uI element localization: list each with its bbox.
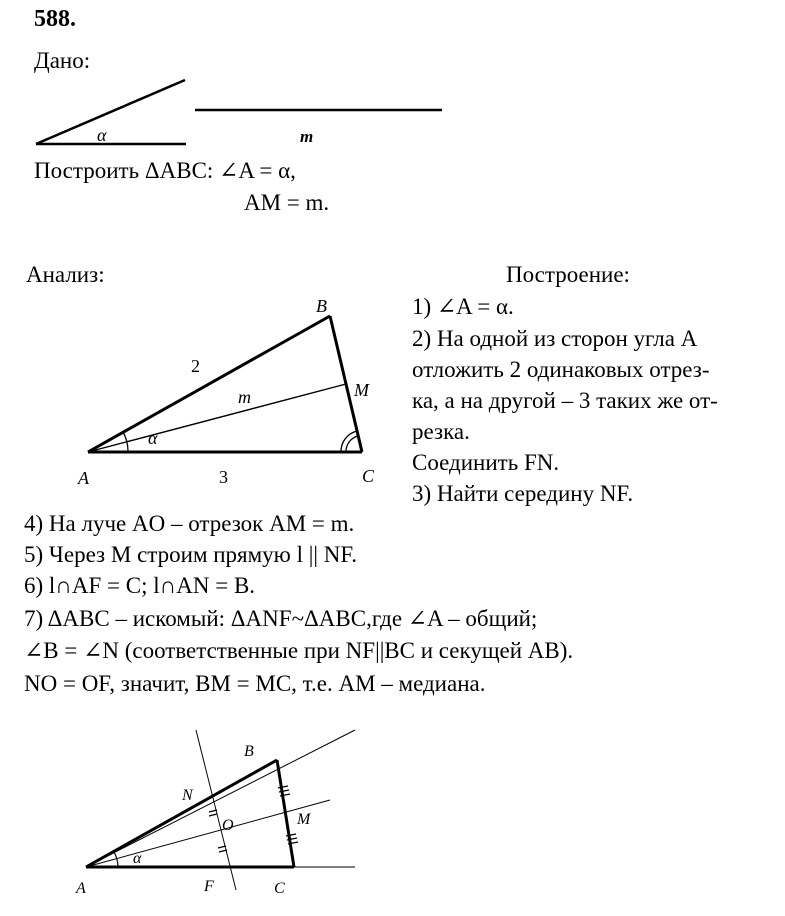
fig2-label-f: F bbox=[204, 878, 214, 895]
construction-line-6: Соединить FN. bbox=[412, 450, 560, 475]
construction-line-4: ка, а на другой – 3 таких же от- bbox=[412, 388, 718, 413]
given-segment-label: m bbox=[300, 127, 314, 146]
given-heading: Дано: bbox=[34, 48, 91, 73]
label-a: A bbox=[78, 468, 89, 488]
construction-line-3: отложить 2 одинаковых отрез- bbox=[412, 357, 710, 382]
label-alpha: α bbox=[148, 428, 158, 448]
fig2-label-alpha: α bbox=[133, 850, 142, 867]
fig2-label-o: O bbox=[222, 817, 234, 834]
construction-line-7: 3) Найти середину NF. bbox=[412, 481, 634, 506]
step-5: 5) Через M строим прямую l || NF. bbox=[24, 542, 358, 567]
analysis-heading: Анализ: bbox=[26, 262, 105, 287]
problem-number: 588. bbox=[34, 6, 76, 32]
fig2-label-m: M bbox=[297, 811, 311, 828]
label-median-m: m bbox=[238, 387, 251, 407]
step-4: 4) На луче AO – отрезок AM = m. bbox=[24, 511, 355, 536]
fig2-label-a: A bbox=[76, 880, 86, 897]
construction-line-2: 2) На одной из сторон угла A bbox=[412, 326, 698, 351]
fig2-label-c: C bbox=[274, 880, 285, 897]
step-7: 7) ΔABC – искомый: ΔANF~ΔABC,где ∠A – общий; bbox=[24, 606, 538, 631]
construction-heading: Построение: bbox=[506, 262, 630, 287]
step-7-cont: ∠B = ∠N (соответственные при NF||BC и секущей AB). bbox=[24, 638, 574, 663]
label-c: C bbox=[362, 466, 375, 486]
step-6: 6) l∩AF = C; l∩AN = B. bbox=[24, 573, 256, 598]
construction-line-5: резка. bbox=[412, 419, 470, 444]
fig2-label-n: N bbox=[182, 787, 193, 804]
segment-ab-bold bbox=[86, 760, 277, 867]
task-line-1: Построить ΔABC: ∠A = α, bbox=[34, 158, 296, 183]
task-line-2: AM = m. bbox=[244, 190, 330, 215]
label-three: 3 bbox=[219, 467, 228, 487]
label-m-point: M bbox=[354, 380, 369, 400]
fig2-label-b: B bbox=[244, 743, 254, 760]
label-b: B bbox=[316, 296, 327, 316]
given-angle-label: α bbox=[97, 125, 107, 145]
construction-line-1: 1) ∠A = α. bbox=[412, 294, 514, 319]
step-conclusion: NO = OF, значит, BM = MC, т.е. AM – медиана. bbox=[24, 671, 486, 696]
ray-ab bbox=[86, 730, 355, 867]
label-two: 2 bbox=[191, 356, 200, 376]
